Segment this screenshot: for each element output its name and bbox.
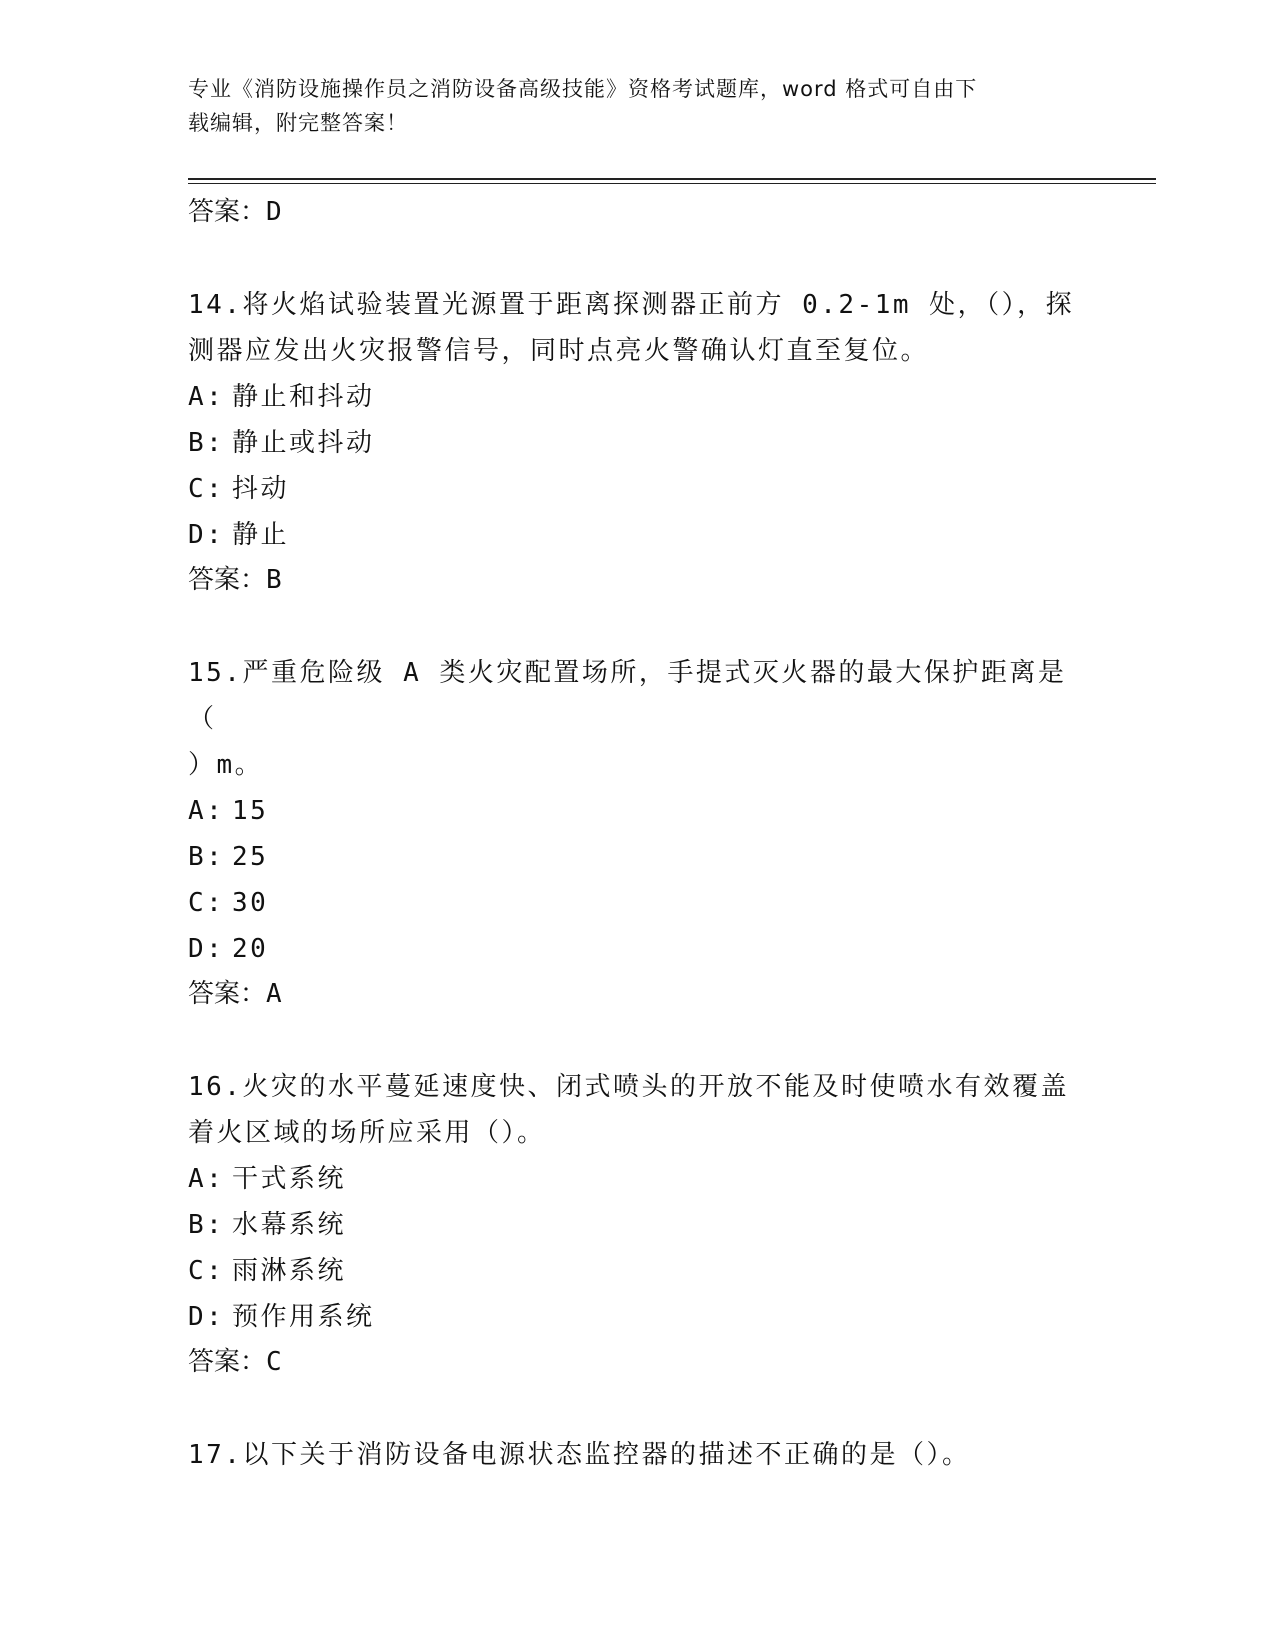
- answer-value: D: [266, 197, 282, 227]
- header-rule-thin: [188, 183, 1156, 184]
- option-d: D: 静止: [188, 520, 290, 550]
- option-c: C: 雨淋系统: [188, 1256, 347, 1286]
- question-stem: [188, 1432, 1088, 1478]
- answer-value: A: [266, 979, 282, 1009]
- answer-line: [188, 1340, 1088, 1385]
- stem-line: 17.以下关于消防设备电源状态监控器的描述不正确的是（）。: [188, 1440, 971, 1470]
- question-stem: [188, 282, 1088, 374]
- stem-line: ）m。: [188, 750, 264, 780]
- answer-label: 答案：: [188, 565, 267, 595]
- question-17: [188, 1432, 1088, 1478]
- option-a: A: 15: [188, 796, 269, 826]
- stem-line: 14.将火焰试验装置光源置于距离探测器正前方 0.2-1m 处，（），探: [188, 290, 1075, 320]
- option-b: B: 25: [188, 842, 269, 872]
- document-header: [188, 72, 1068, 140]
- stem-line: 测器应发出火灾报警信号，同时点亮火警确认灯直至复位。: [188, 336, 930, 366]
- option-b: B: 静止或抖动: [188, 428, 375, 458]
- answer-value: C: [266, 1347, 282, 1377]
- answer-line: [188, 190, 1088, 235]
- answer-label: 答案：: [188, 1347, 267, 1377]
- stem-line: 16.火灾的水平蔓延速度快、闭式喷头的开放不能及时使喷水有效覆盖: [188, 1072, 1069, 1102]
- answer-label: 答案：: [188, 197, 267, 227]
- answer-label: 答案：: [188, 979, 267, 1009]
- option-d: D: 20: [188, 934, 269, 964]
- stem-line: 着火区域的场所应采用（）。: [188, 1118, 546, 1148]
- option-c: C: 30: [188, 888, 269, 918]
- question-stem: [188, 1064, 1088, 1156]
- option-d: D: 预作用系统: [188, 1302, 375, 1332]
- answer-value: B: [266, 565, 282, 595]
- stem-line: 15.严重危险级 A 类火灾配置场所，手提式灭火器的最大保护距离是（: [188, 658, 1067, 734]
- header-line-1: 专业《消防设施操作员之消防设备高级技能》资格考试题库，word 格式可自由下: [188, 77, 978, 101]
- question-14: [188, 282, 1088, 603]
- option-a: A: 干式系统: [188, 1164, 347, 1194]
- option-b: B: 水幕系统: [188, 1210, 347, 1240]
- question-16: [188, 1064, 1088, 1385]
- header-line-2: 载编辑，附完整答案！: [188, 111, 408, 135]
- header-rule-thick: [188, 178, 1156, 180]
- answer-line: [188, 558, 1088, 603]
- question-list: [188, 190, 1088, 1478]
- option-c: C: 抖动: [188, 474, 290, 504]
- answer-line: [188, 972, 1088, 1017]
- question-stem: [188, 650, 1088, 788]
- option-a: A: 静止和抖动: [188, 382, 375, 412]
- question-15: [188, 650, 1088, 1017]
